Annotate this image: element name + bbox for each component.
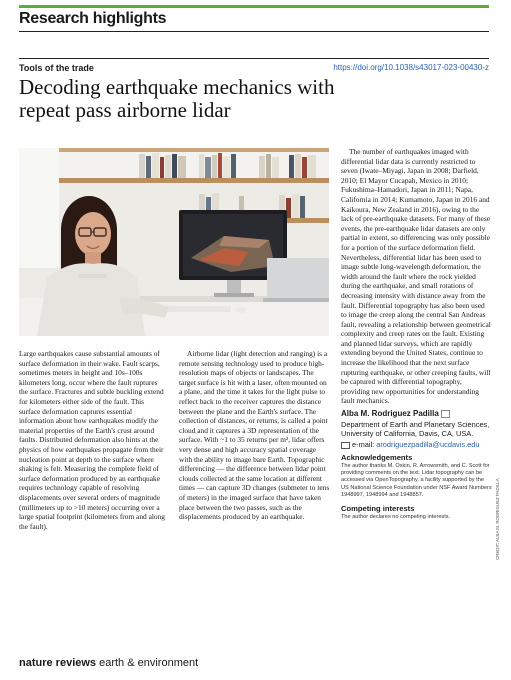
competing-interests-heading: Competing interests	[341, 504, 415, 513]
author-name: Alba M. Rodriguez Padilla	[341, 409, 439, 418]
body-column-1	[19, 349, 167, 531]
acknowledgements-heading: Acknowledgements	[341, 453, 413, 462]
header-divider	[19, 31, 489, 32]
author-name-line	[341, 409, 450, 418]
email-label: e-mail:	[352, 440, 377, 449]
top-accent-rule	[19, 5, 489, 8]
kicker-divider	[19, 58, 489, 59]
orcid-icon[interactable]	[441, 410, 450, 418]
researcher-photo	[19, 148, 329, 336]
body-column-2	[179, 349, 331, 522]
col2-paragraph-1: Airborne lidar (light detection and ranging) is a remote sensing technology used to produce high-resolution maps of objects or landscapes. The target surface is hit with a laser, often mounted on a plane, and the time it takes for the light pulse to reflect back to the receiver captures the distance between the plane and the Earth's surface. The collection of distances, or returns, is called a point cloud and it captures a 3D representation of the surface. With ~1 to 35 returns per m², lidar offers very dense and high accuracy spatial coverage with the ability to image bare Earth. Topographic differencing — the difference between lidar point clouds collected at the same location at different times — can capture 3D changes (submeter to tens of meters) in the imaged surface that have taken place between the two passes, such as the displacements produced by an earthquake.	[179, 349, 330, 522]
section-title: Research highlights	[19, 10, 167, 27]
kicker-label: Tools of the trade	[19, 63, 94, 73]
photo-credit: CREDIT: ALBA M. RODRIGUEZ PADILLA	[495, 478, 500, 560]
envelope-icon	[341, 442, 350, 449]
body-column-3	[341, 147, 491, 406]
acknowledgements-text: The author thanks M. Oskin, R. Arrowsmith, and C. Scott for providing comments on the text. Lidar topography can be accessed via OpenTopography, a facility supported by the US National Science Foundation under NSF Award Numbers 1948997, 1948994 and 1948857.	[341, 463, 492, 498]
author-email-line	[341, 440, 479, 449]
headline-line-2: repeat pass airborne lidar	[19, 98, 231, 122]
brand-rest: earth & environment	[96, 657, 199, 669]
headline-line-1: Decoding earthquake mechanics with	[19, 75, 335, 99]
photo-illustration	[19, 148, 329, 336]
doi-link[interactable]: https://doi.org/10.1038/s43017-023-00430-z	[333, 63, 489, 72]
brand-bold: nature reviews	[19, 657, 97, 669]
col1-paragraph-1: Large earthquakes cause substantial amounts of surface deformation in their wake. Fault scarps, sometimes meters in height and 10s–100s kilometers long, occur where the fault ruptures the surface. Fractures and subtle buckling extend for kilometers either side of the fault. This surface deformation captures essential information about how earthquakes modify the material properties of the Earth's crust around faults. Distributed deformation also hints at the physics of how earthquakes propagate from their nucleation point at depth to the surface where shaking is felt. Measuring the complete field of surface deformation produced by an earthquake requires technology capable of resolving displacements over several orders of magnitude (millimeters up to >10 meters) occurring over a large spatial footprint (kilometers from and along the fault).	[19, 349, 165, 531]
email-link[interactable]: arodriguezpadilla@ucdavis.edu	[376, 440, 480, 449]
competing-interests-text: The author declares no competing interests.	[341, 514, 451, 520]
article-headline	[19, 76, 439, 122]
journal-brand	[19, 657, 198, 669]
col3-paragraph-1: The number of earthquakes imaged with differential lidar data is currently restricted to seven (Iwate–Miyagi, Japan in 2008; Darfield, 2010; El Mayor Cucapah, Mexico in 2010; Fukushima–Hamadori, Japan in 2011; Napa, California in 2014; Kumamoto, Japan in 2016 and Kaikoura, New Zealand in 2016), owing to the lack of pre-earthquake datasets. For many of these events, the pre-earthquake lidar datasets are only partial in extent, so differencing was only possible for a portion of the surface deformation field. Nevertheless, differential lidar has been used to image subtle long-wavelength deformation, the width around the fault where the rock yielded during the earthquake, and small rotations of decreasing intensity with distance away from the fault. Differential topography has also been used to image the creep along the central San Andreas fault, revealing a relationship between geometrical complexity and creep rates on the fault. Existing and planned lidar surveys, which are rapidly extending beyond the United States, continue to increase the likelihood that the next surface rupturing earthquake, or other creeping faults, will be captured with differential topography, providing new opportunities for understanding fault mechanics.	[341, 147, 491, 406]
author-affiliation: Department of Earth and Planetary Sciences, University of California, Davis, CA, USA.	[341, 420, 490, 439]
